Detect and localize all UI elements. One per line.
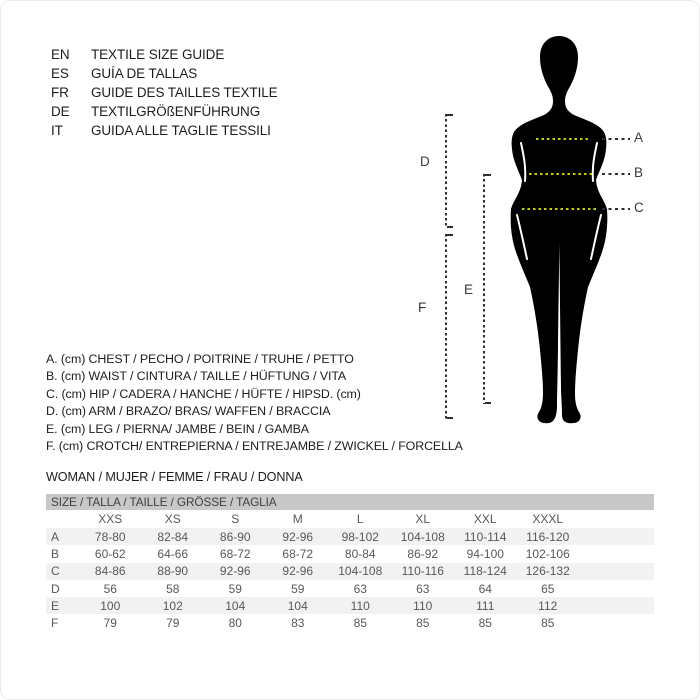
size-row-label: C xyxy=(51,564,60,579)
language-title: GUIDE DES TAILLES TEXTILE xyxy=(91,85,278,100)
size-table-row xyxy=(46,528,654,545)
size-cell: 110-114 xyxy=(464,529,507,544)
measure-label-c: C xyxy=(634,200,644,215)
language-title: TEXTILGRÖßENFÜHRUNG xyxy=(91,104,261,119)
waist-body-dash-line xyxy=(529,173,594,175)
size-row-label: D xyxy=(51,581,60,596)
size-table xyxy=(46,494,654,632)
size-table-row xyxy=(46,597,654,614)
size-column-header: XXXL xyxy=(532,512,564,526)
size-cell: 65 xyxy=(541,581,555,596)
size-column-header: XL xyxy=(415,512,431,526)
size-cell: 63 xyxy=(353,581,367,596)
size-cell: 86-90 xyxy=(219,529,251,544)
size-cell: 58 xyxy=(166,581,180,596)
category-line: WOMAN / MUJER / FEMME / FRAU / DONNA xyxy=(46,470,303,484)
size-cell: 92-96 xyxy=(219,564,251,579)
size-row-label: B xyxy=(51,546,60,561)
size-cell: 85 xyxy=(353,616,367,631)
size-cell: 68-72 xyxy=(282,546,314,561)
leg-length-dash-line xyxy=(483,174,485,404)
size-column-header: XXS xyxy=(98,512,123,526)
size-cell: 85 xyxy=(541,616,555,631)
woman-silhouette xyxy=(504,35,614,425)
size-cell: 88-90 xyxy=(157,564,189,579)
size-cell: 56 xyxy=(103,581,117,596)
size-cell: 85 xyxy=(478,616,492,631)
size-table-title: SIZE / TALLA / TAILLE / GRÖSSE / TAGLIA xyxy=(46,494,654,510)
leg-line-top-tick xyxy=(485,174,491,176)
size-cell: 79 xyxy=(166,616,180,631)
size-cell: 112 xyxy=(538,598,558,613)
size-cell: 104 xyxy=(287,598,308,613)
size-cell: 116-120 xyxy=(526,529,570,544)
size-cell: 92-96 xyxy=(282,529,314,544)
language-title: GUÍA DE TALLAS xyxy=(91,66,198,81)
chest-body-dash-line xyxy=(536,138,589,140)
chest-pointer-dash-line xyxy=(602,138,630,140)
size-cell: 104-108 xyxy=(338,564,383,579)
size-cell: 80-84 xyxy=(344,546,376,561)
size-row-label: E xyxy=(51,598,60,613)
size-cell: 78-80 xyxy=(94,529,126,544)
language-title: TEXTILE SIZE GUIDE xyxy=(91,47,225,62)
size-row-label: F xyxy=(51,616,59,631)
hip-pointer-dash-line xyxy=(602,208,630,210)
size-cell: 64-66 xyxy=(157,546,189,561)
size-cell: 102-106 xyxy=(525,546,570,561)
size-cell: 59 xyxy=(228,581,242,596)
leg-line-bottom-tick xyxy=(485,402,491,404)
size-cell: 100 xyxy=(100,598,121,613)
size-cell: 86-92 xyxy=(407,546,439,561)
measure-label-b: B xyxy=(634,165,644,180)
legend-line: A. (cm) CHEST / PECHO / POITRINE / TRUHE / PETTO xyxy=(46,352,354,366)
size-cell: 110-116 xyxy=(401,564,444,579)
language-code: DE xyxy=(51,104,70,119)
legend-line: B. (cm) WAIST / CINTURA / TAILLE / HÜFTUNG / VITA xyxy=(46,369,347,384)
size-table-row xyxy=(46,614,654,631)
size-cell: 79 xyxy=(103,616,117,631)
measure-label-d: D xyxy=(420,154,430,169)
size-table-row xyxy=(46,563,654,580)
legend-line: C. (cm) HIP / CADERA / HANCHE / HÜFTE / HIPSD. (cm) xyxy=(46,386,361,401)
measure-label-e: E xyxy=(464,282,474,297)
size-column-header: M xyxy=(292,512,303,526)
arm-line-top-tick xyxy=(447,114,453,116)
language-code: EN xyxy=(51,47,70,62)
size-cell: 83 xyxy=(291,616,305,631)
measure-label-f: F xyxy=(418,300,427,315)
legend-line: F. (cm) CROTCH/ ENTREPIERNA / ENTREJAMBE / ZWICKEL / FORCELLA xyxy=(46,439,463,454)
size-column-header: L xyxy=(356,512,364,526)
language-code: FR xyxy=(51,85,69,100)
size-cell: 85 xyxy=(416,616,430,631)
size-row-label: A xyxy=(51,529,60,544)
size-cell: 104-108 xyxy=(400,529,445,544)
arm-line-bottom-tick xyxy=(447,226,453,228)
legend-line: D. (cm) ARM / BRAZO/ BRAS/ WAFFEN / BRACCIA xyxy=(46,404,331,419)
size-cell: 126-132 xyxy=(525,564,570,579)
size-table-header-row xyxy=(46,510,654,528)
size-column-header: XS xyxy=(164,512,181,526)
measure-label-a: A xyxy=(634,130,644,145)
size-cell: 63 xyxy=(416,581,430,596)
language-code: ES xyxy=(51,66,69,81)
size-cell: 92-96 xyxy=(282,564,314,579)
size-cell: 68-72 xyxy=(219,546,251,561)
size-column-header: XXL xyxy=(473,512,497,526)
size-cell: 64 xyxy=(478,581,492,596)
size-cell: 104 xyxy=(225,598,246,613)
hip-body-dash-line xyxy=(522,208,598,210)
language-code: IT xyxy=(51,123,63,138)
size-cell: 118-124 xyxy=(463,564,507,579)
size-cell: 94-100 xyxy=(466,546,504,561)
size-cell: 98-102 xyxy=(341,529,379,544)
measurement-legend xyxy=(46,351,463,455)
size-cell: 60-62 xyxy=(94,546,126,561)
size-column-header: S xyxy=(231,512,240,526)
crotch-line-top-tick xyxy=(447,234,453,236)
size-cell: 80 xyxy=(228,616,242,631)
waist-pointer-dash-line xyxy=(602,173,630,175)
size-table-row xyxy=(46,580,654,597)
size-cell: 110 xyxy=(413,598,433,613)
size-cell: 59 xyxy=(291,581,305,596)
size-cell: 84-86 xyxy=(94,564,126,579)
size-cell: 111 xyxy=(476,598,495,613)
size-cell: 82-84 xyxy=(157,529,189,544)
language-title: GUIDA ALLE TAGLIE TESSILI xyxy=(91,123,271,138)
size-cell: 110 xyxy=(350,598,370,613)
size-cell: 102 xyxy=(162,598,183,613)
legend-line: E. (cm) LEG / PIERNA/ JAMBE / BEIN / GAMBA xyxy=(46,421,309,436)
arm-length-dash-line xyxy=(445,114,447,228)
size-table-row xyxy=(46,545,654,562)
